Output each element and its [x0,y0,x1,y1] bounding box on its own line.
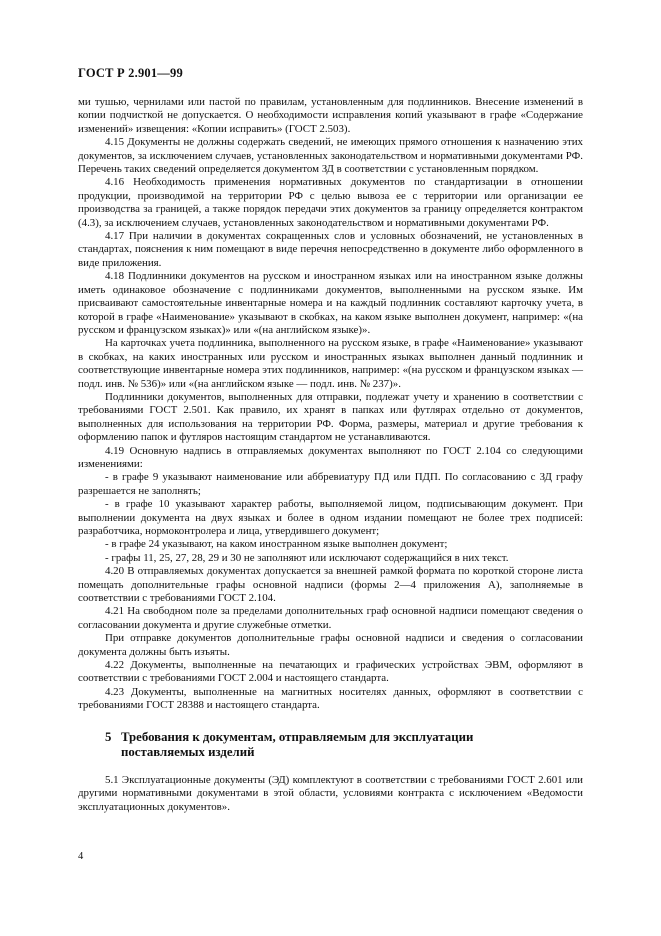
paragraph-continuation: ми тушью, чернилами или пастой по правилам, установленным для подлинников. Внесение изменений в копии подчисткой не допускается. О необходимости исправления копий указывают в графе «Содержание изменений» извещения: «Копии исправить» (ГОСТ 2.503). [78,96,583,135]
paragraph-4-23: 4.23 Документы, выполненные на магнитных носителях данных, оформляют в соответствии с требованиями ГОСТ 28388 и настоящего стандарта. [78,685,583,712]
document-header-code: ГОСТ Р 2.901—99 [78,66,183,80]
section-5-heading [78,730,583,761]
paragraph-4-15: 4.15 Документы не должны содержать сведений, не имеющих прямого отношения к назначению этих документов, за исключением случаев, установленных законодательством и нормативными документами РФ. Перечень таких сведений определяется документом ЗД в соответствии с установленным порядком. [78,136,583,176]
paragraph-4-21: 4.21 На свободном поле за пределами дополнительных граф основной надписи помещают сведения о согласовании документа и другие служебные отметки. [78,605,583,631]
list-item-graph-10: - в графе 10 указывают характер работы, выполняемой лицом, подписывающим документ. При выполнении документа на двух языках и более в одном издании помещают не более трех подписей: разработчика, нормоконтролера и лица, утвердившего документ; [78,498,583,537]
paragraph-4-18-cont-2: Подлинники документов, выполненных для отправки, подлежат учету и хранению в соответствии с требованиями ГОСТ 2.501. Как правило, их хранят в папках или футлярах отдельно от документов, выполненных для использования на территории РФ. Форма, размеры, материал и другие требования к оформлению папок и футляров настоящим стандартом не устанавливаются. [78,390,583,444]
list-item-graphs-11-30: - графы 11, 25, 27, 28, 29 и 30 не заполняют или исключают содержащийся в них текст. [105,551,509,564]
paragraph-4-21-cont: При отправке документов дополнительные графы основной надписи и сведения о согласовании документа должны быть изъяты. [78,632,583,658]
section-title-line-1: Требования к документам, отправляемым для эксплуатации [121,729,474,744]
paragraph-4-18: 4.18 Подлинники документов на русском и иностранном языках или на иностранном языке должны иметь одинаковое обозначение с подлинниками документов, выполненными на русском языке. Им присваивают самостоятельные инвентарные номера и на каждый подлинник составляют карточку учета, в которой в графе «Наименование» указывают в скобках, на каком языке выполнен документ, например: «(на русском и французском языках)» или «(на английском языке)». [78,270,583,336]
section-number: 5 [105,729,112,744]
paragraph-4-22: 4.22 Документы, выполненные на печатающих и графических устройствах ЭВМ, оформляют в соответствии с требованиями ГОСТ 2.004 и настоящего стандарта. [78,659,583,685]
section-title-line-2: поставляемых изделий [121,745,255,760]
page-number: 4 [78,851,84,862]
paragraph-4-19: 4.19 Основную надпись в отправляемых документах выполняют по ГОСТ 2.104 со следующими изменениями: [78,444,583,470]
paragraph-5-1: 5.1 Эксплуатационные документы (ЭД) комплектуют в соответствии с требованиями ГОСТ 2.601 или другими нормативными документами в этой области, условиями контракта с исключением «Ведомости эксплуатационных документов». [78,773,583,813]
paragraph-4-20: 4.20 В отправляемых документах допускается за внешней рамкой формата по короткой стороне листа помещать дополнительные графы основной надписи (формы 2—4 приложения А), заполняемые в соответствии с требованиями ГОСТ 2.104. [78,565,583,605]
document-body [78,96,583,814]
paragraph-4-17: 4.17 При наличии в документах сокращенных слов и условных обозначений, не установленных в стандартах, пояснения к ним помещают в виде перечня непосредственно в документе либо оформленного в виде приложения. [78,230,583,269]
list-item-graph-9: - в графе 9 указывают наименование или аббревиатуру ПД или ПДП. По согласованию с ЗД графу разрешается не заполнять; [78,471,583,497]
paragraph-4-16: 4.16 Необходимость применения нормативных документов по стандартизации в отношении продукции, производимой на территории РФ с целью вывоза ее с территории или организации ее производства за границей, а также порядок передачи этих документов за границу определяется контрактом (4.3), за исключением случаев, установленных законодательством и нормативными документами РФ. [78,176,583,229]
list-item-graph-24: - в графе 24 указывают, на каком иностранном языке выполнен документ; [105,538,448,551]
paragraph-4-18-cont-1: На карточках учета подлинника, выполненного на русском языке, в графе «Наименование» указывают в скобках, на каких иностранных или русском и иностранных языках выполнен данный подлинник и соответствующие инвентарные номера этих подлинников, например: «(на русском и французском языках — подл. инв. № 536)» или «(на английском языке — подл. инв. № 237)». [78,337,583,390]
